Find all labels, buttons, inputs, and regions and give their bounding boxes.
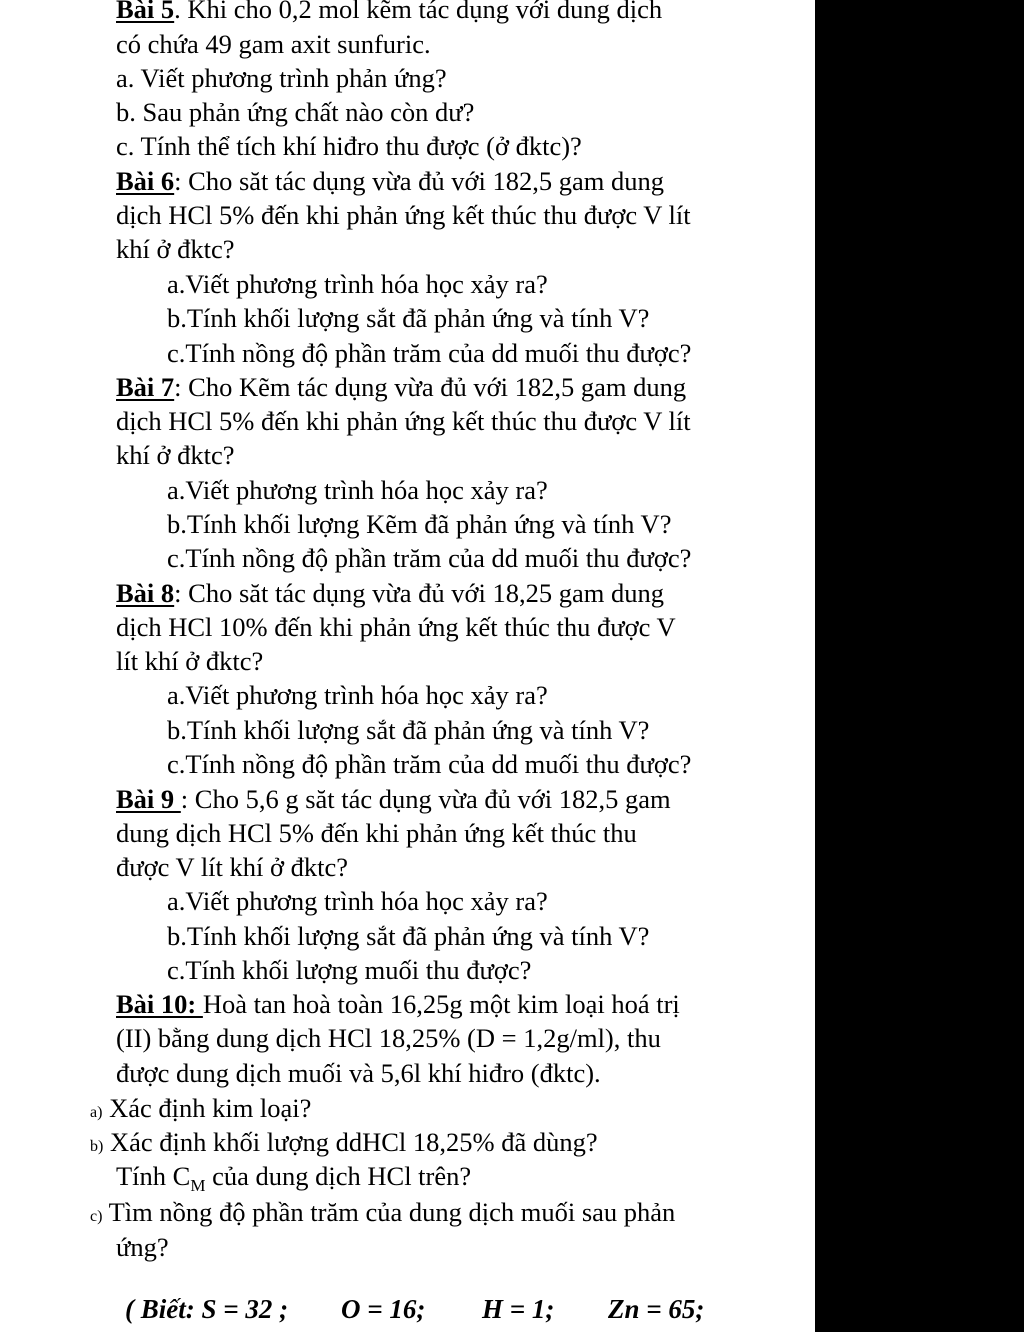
bai6-line2: dịch HCl 5% đến khi phản ứng kết thúc thu được V lít [116,200,691,230]
bai7-question-b: b.Tính khối lượng Kẽm đã phản ứng và tính V? [167,509,672,539]
note-s: ( Biết: S = 32 ; [125,1294,289,1324]
bai9-line2: dung dịch HCl 5% đến khi phản ứng kết thúc thu [116,818,637,848]
bai10-title: Bài 10: [116,989,203,1019]
note-h: H = 1; [482,1294,555,1324]
bai5-line2: có chứa 49 gam axit sunfuric. [116,29,431,59]
bai6-question-c: c.Tính nồng độ phần trăm của dd muối thu được? [167,338,692,368]
bai8-question-b: b.Tính khối lượng sắt đã phản ứng và tính V? [167,715,650,745]
bai5-question-c: c. Tính thể tích khí hiđro thu được (ở đktc)? [116,131,582,161]
atomic-mass-note [125,1294,288,1324]
black-side-bar [815,0,1024,1332]
bai9-line3: được V lít khí ở đktc? [116,852,349,882]
note-o: O = 16; [341,1294,426,1324]
bai9-question-a: a.Viết phương trình hóa học xảy ra? [167,886,548,916]
bai5-line1: Bài 5. Khi cho 0,2 mol kẽm tác dụng với dung dịch [116,0,662,24]
bai10-marker-b: b) [90,1138,104,1155]
bai9-line1: Bài 9 : Cho 5,6 g săt tác dụng vừa đủ với 182,5 gam [116,784,671,814]
bai10-line2: (II) bằng dung dịch HCl 18,25% (D = 1,2g/ml), thu [116,1023,661,1053]
bai6-line3: khí ở đktc? [116,234,235,264]
bai10-question-c: c) Tìm nồng độ phần trăm của dung dịch muối sau phản [90,1197,676,1227]
bai7-question-c: c.Tính nồng độ phần trăm của dd muối thu được? [167,543,692,573]
bai6-question-a: a.Viết phương trình hóa học xảy ra? [167,269,548,299]
bai7-title: Bài 7 [116,372,175,402]
bai8-line2: dịch HCl 10% đến khi phản ứng kết thúc thu được V [116,612,676,642]
bai6-title: Bài 6 [116,166,175,196]
bai10-line1: Bài 10: Hoà tan hoà toàn 16,25g một kim loại hoá trị [116,989,680,1019]
subscript-m: M [190,1176,206,1195]
bai9-question-b: b.Tính khối lượng sắt đã phản ứng và tính V? [167,921,650,951]
bai10-line3: được dung dịch muối và 5,6l khí hiđro (đktc). [116,1058,601,1088]
bai10-question-b2: Tính $C_M$ của dung dịch HCl trên? [116,1161,472,1195]
bai8-question-c: c.Tính nồng độ phần trăm của dd muối thu được? [167,749,692,779]
bai8-line3: lít khí ở đktc? [116,646,264,676]
bai8-line1: Bài 8: Cho săt tác dụng vừa đủ với 18,25 gam dung [116,578,665,608]
bai10-marker-a: a) [90,1104,103,1121]
bai7-question-a: a.Viết phương trình hóa học xảy ra? [167,475,548,505]
bai9-question-c: c.Tính khối lượng muối thu được? [167,955,532,985]
bai10-marker-c: c) [90,1208,103,1225]
bai9-title: Bài 9 [116,784,181,814]
bai5-question-a: a. Viết phương trình phản ứng? [116,63,447,93]
note-zn: Zn = 65; [608,1294,705,1324]
bai7-line3: khí ở đktc? [116,440,235,470]
bai5-title: Bài 5 [116,0,175,24]
bai8-question-a: a.Viết phương trình hóa học xảy ra? [167,680,548,710]
bai7-line1: Bài 7: Cho Kẽm tác dụng vừa đủ với 182,5 gam dung [116,372,687,402]
bai8-title: Bài 8 [116,578,175,608]
bai6-question-b: b.Tính khối lượng sắt đã phản ứng và tính V? [167,303,650,333]
bai5-question-b: b. Sau phản ứng chất nào còn dư? [116,97,475,127]
bai7-line2: dịch HCl 5% đến khi phản ứng kết thúc thu được V lít [116,406,691,436]
bai10-question-b: b) Xác định khối lượng ddHCl 18,25% đã dùng? [90,1127,598,1157]
bai6-line1: Bài 6: Cho săt tác dụng vừa đủ với 182,5 gam dung [116,166,665,196]
bai10-question-c2: ứng? [116,1232,169,1262]
bai10-question-a: a) Xác định kim loại? [90,1093,312,1123]
